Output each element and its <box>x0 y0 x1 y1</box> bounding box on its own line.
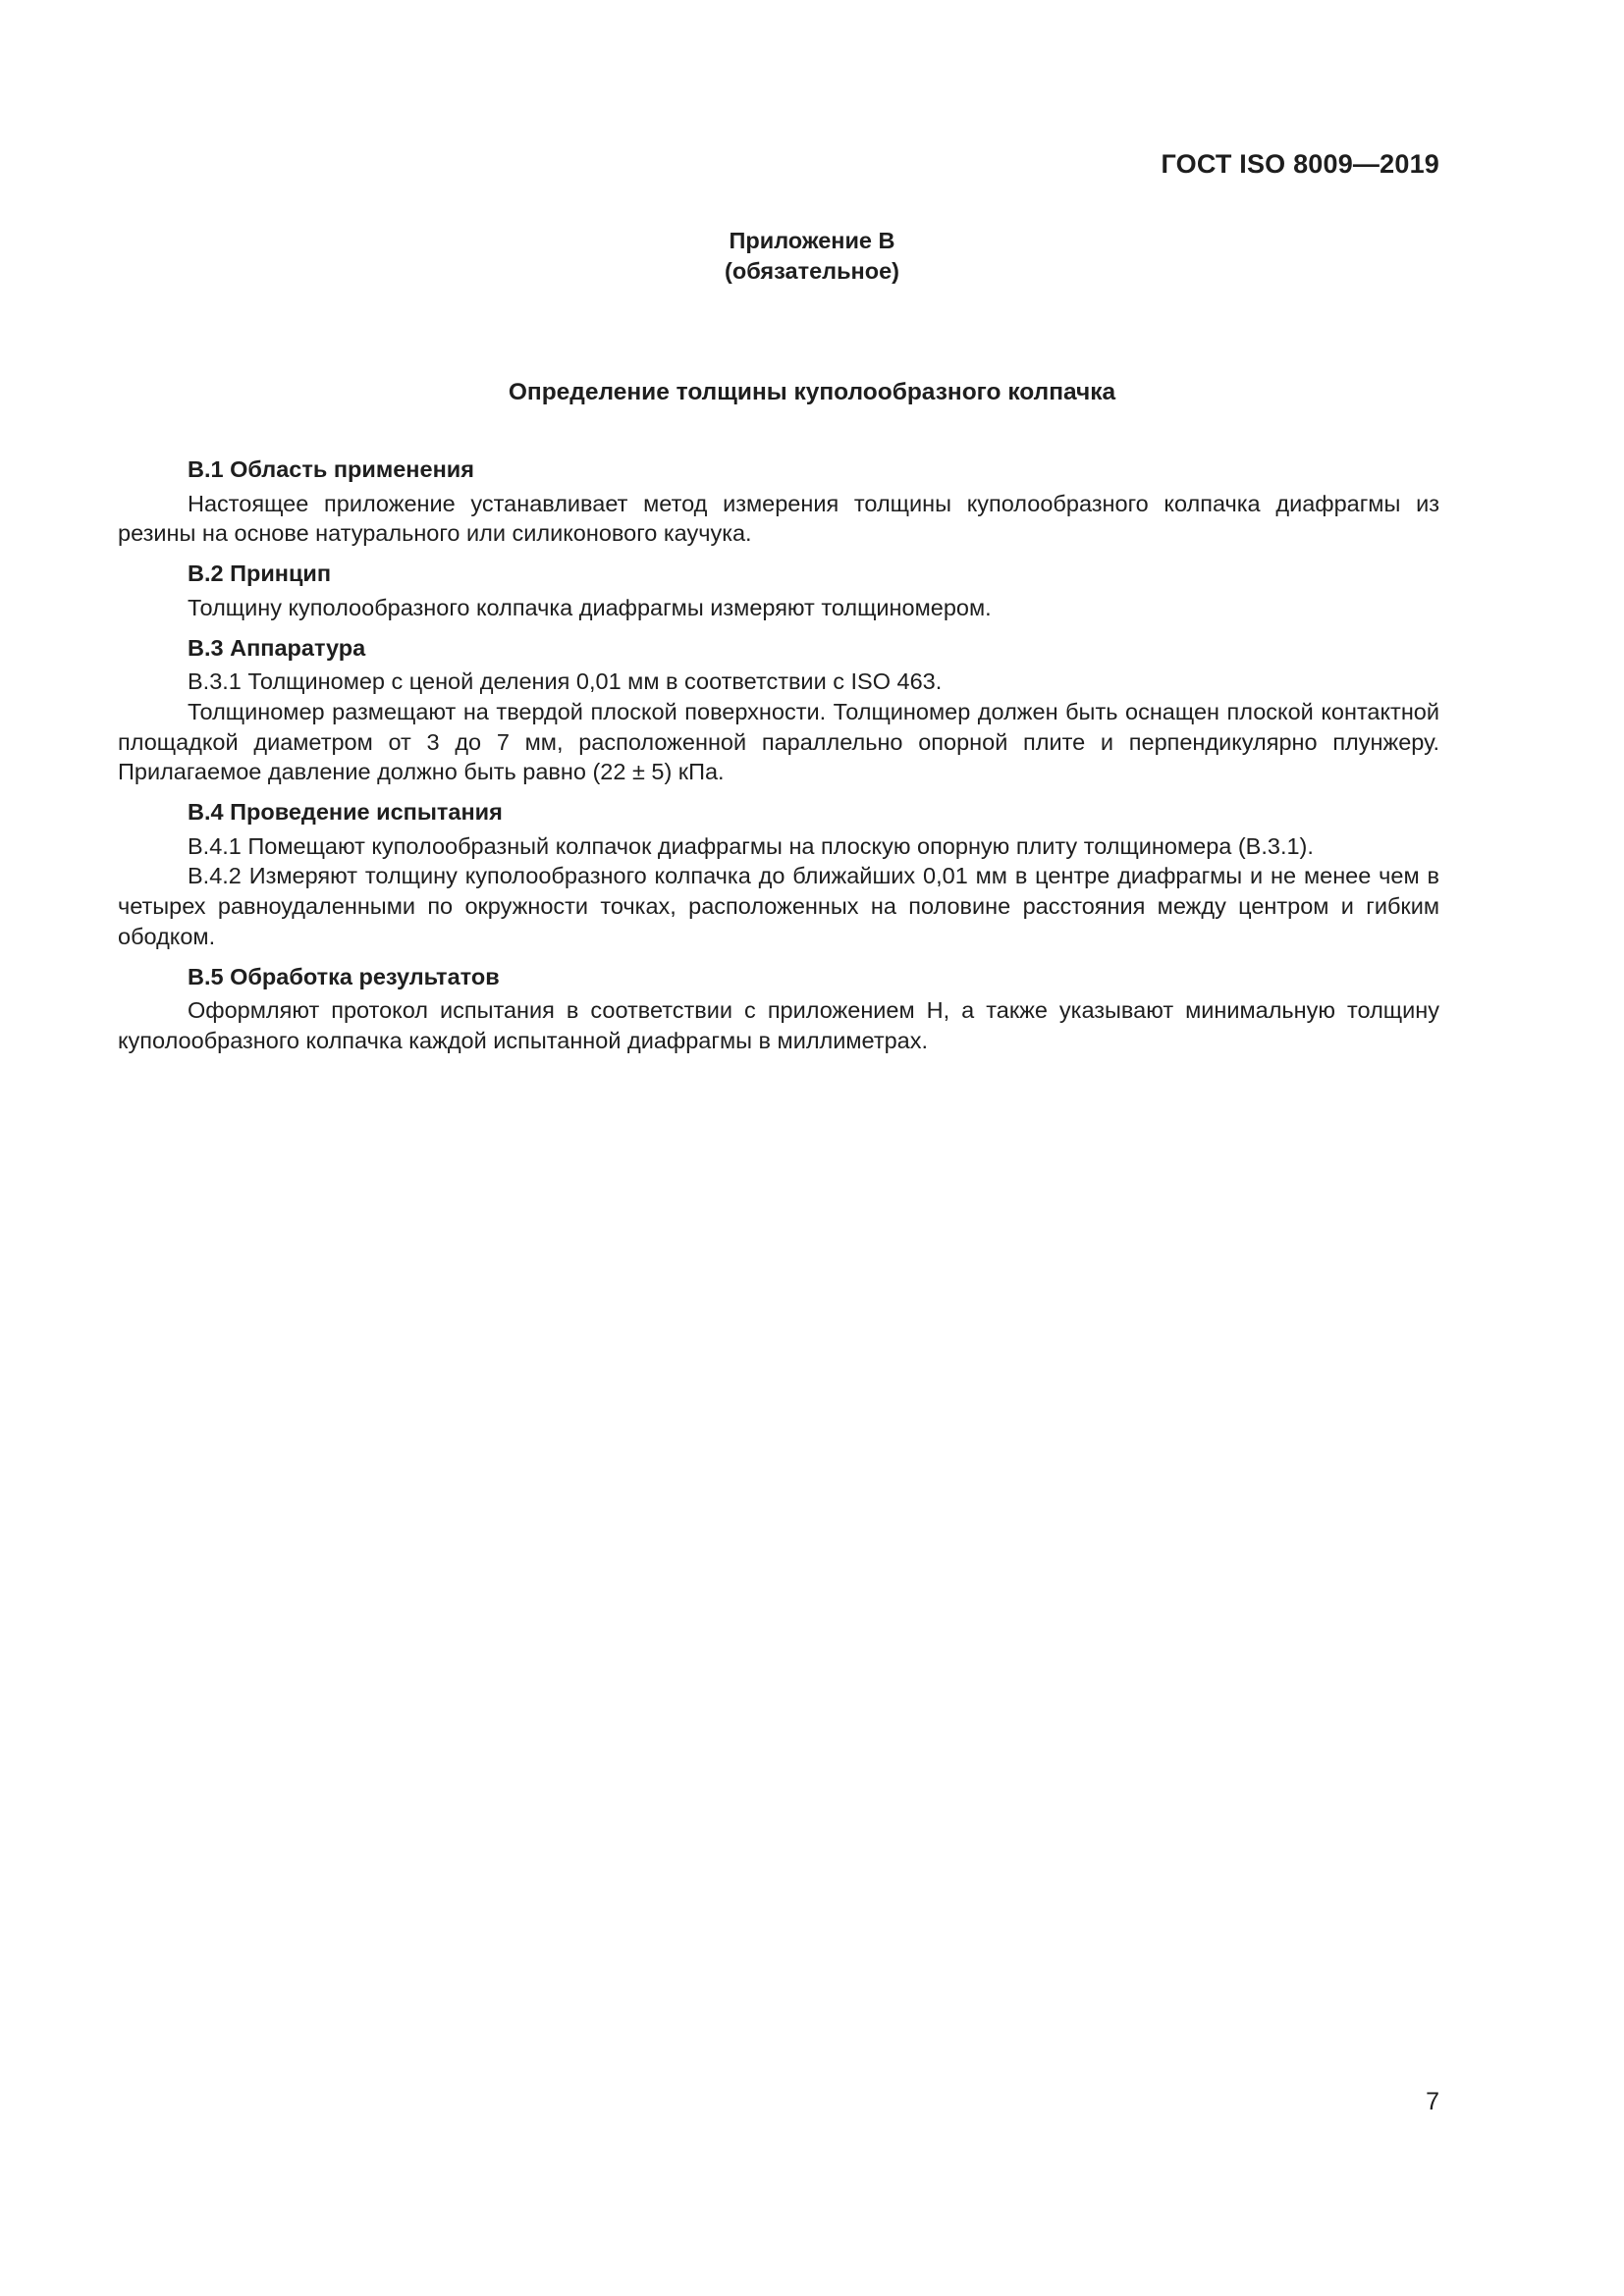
section-heading: В.5 Обработка результатов <box>188 963 500 989</box>
section-scope <box>118 454 1439 549</box>
paragraph: Настоящее приложение устанавливает метод измерения толщины куполообразного колпачка диафрагмы из резины на основе натурального или силиконового каучука. <box>118 490 1439 547</box>
page-number: 7 <box>1426 2088 1439 2115</box>
section-principle <box>118 559 1439 622</box>
paragraph: Толщиномер размещают на твердой плоской поверхности. Толщиномер должен быть оснащен плоской контактной площадкой диаметром от 3 до 7 мм, расположенной параллельно опорной плите и перпендикулярно плунжеру. Прилагаемое давление должно быть равно (22 ± 5) кПа. <box>118 698 1439 785</box>
section-heading: В.3 Аппаратура <box>188 634 366 661</box>
paragraph: В.3.1 Толщиномер с ценой деления 0,01 мм в соответствии с ISO 463. <box>188 668 943 695</box>
document-body <box>118 454 1439 1056</box>
section-heading: В.2 Принцип <box>188 561 332 587</box>
section-apparatus <box>118 633 1439 788</box>
paragraph: В.4.2 Измеряют толщину куполообразного колпачка до ближайших 0,01 мм в центре диафрагмы и не менее чем в четырех равноудаленными по окружности точках, расположенных на половине расстояния между центром и гибким ободком. <box>118 863 1439 949</box>
paragraph: В.4.1 Помещают куполообразный колпачок диафрагмы на плоскую опорную плиту толщиномера (В.3.1). <box>188 832 1314 859</box>
page-title: Определение толщины куполообразного колпачка <box>508 379 1116 405</box>
paragraph: Оформляют протокол испытания в соответствии с приложением Н, а также указывают минимальную толщину куполообразного колпачка каждой испытанной диафрагмы в миллиметрах. <box>118 997 1439 1053</box>
section-procedure <box>118 797 1439 952</box>
appendix-label: Приложение В <box>729 228 895 253</box>
section-heading: В.4 Проведение испытания <box>188 799 503 826</box>
document-code: ГОСТ ISO 8009—2019 <box>1161 149 1439 179</box>
paragraph: Толщину куполообразного колпачка диафрагмы измеряют толщиномером. <box>188 594 992 620</box>
section-heading: В.1 Область применения <box>188 456 474 482</box>
appendix-heading <box>0 226 1624 287</box>
appendix-status: (обязательное) <box>725 258 899 284</box>
section-results <box>118 962 1439 1056</box>
